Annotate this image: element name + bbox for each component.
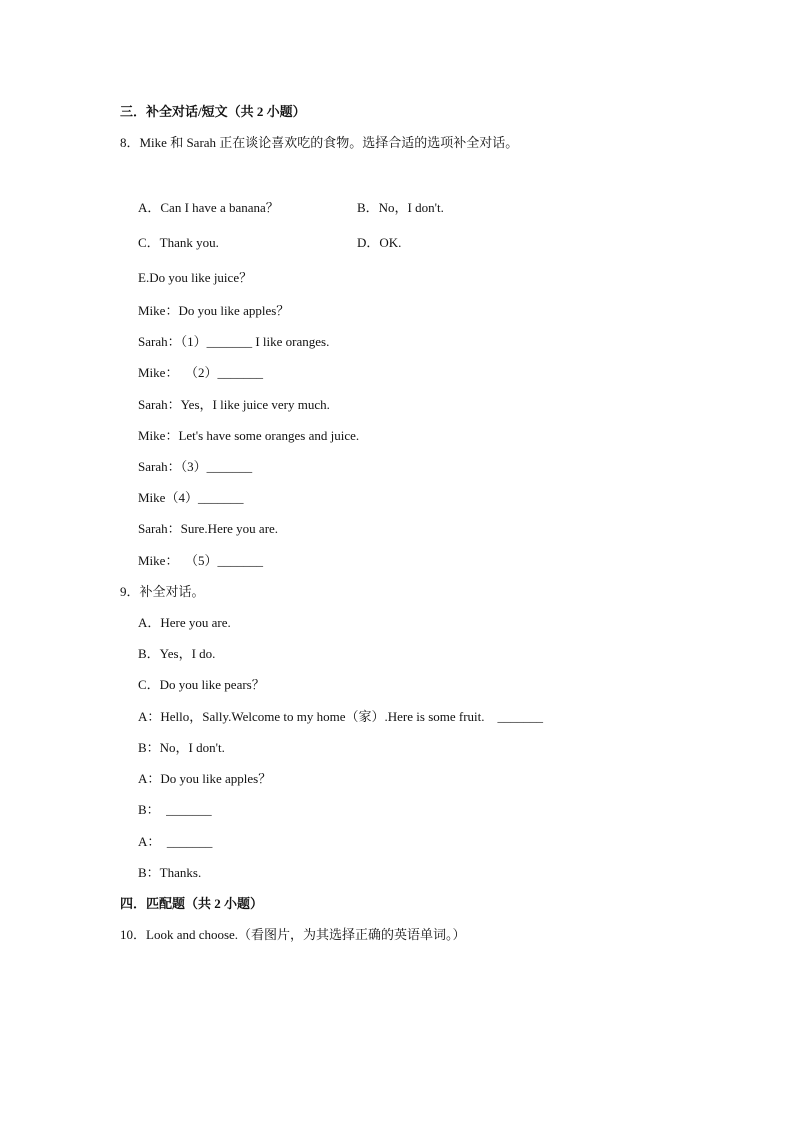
q8-dialogue-line: Mike：Let's have some oranges and juice.	[138, 428, 360, 443]
q8-option-e: E.Do you like juice？	[138, 270, 253, 285]
q8-dialogue-line: Sarah：（1）_______ I like oranges.	[138, 334, 330, 349]
q8-option-d: D．OK.	[357, 235, 402, 250]
q9-dialogue-line: B： _______	[138, 802, 212, 817]
q8-dialogue-line: Sarah：（3）_______	[138, 459, 253, 474]
question-9-prompt: 9．补全对话。	[120, 584, 205, 599]
q8-option-c: C．Thank you.	[138, 235, 219, 250]
q8-dialogue-line: Mike：Do you like apples？	[138, 303, 290, 318]
q9-dialogue-line: B：Thanks.	[138, 865, 202, 880]
q9-dialogue-line: A： _______	[138, 834, 213, 849]
q9-option-a: A．Here you are.	[138, 615, 231, 630]
q8-option-b: B．No，I don't.	[357, 200, 444, 215]
q9-dialogue-line: B：No，I don't.	[138, 740, 225, 755]
q8-dialogue-line: Mike（4）_______	[138, 490, 244, 505]
q8-dialogue-line: Mike： （2）_______	[138, 365, 263, 380]
section-3-heading: 三．补全对话/短文（共 2 小题）	[120, 104, 306, 119]
q9-option-b: B．Yes，I do.	[138, 646, 216, 661]
question-8-prompt: 8．Mike 和 Sarah 正在谈论喜欢吃的食物。选择合适的选项补全对话。	[120, 135, 519, 150]
q8-dialogue-line: Sarah：Yes，I like juice very much.	[138, 397, 330, 412]
q8-dialogue-line: Mike： （5）_______	[138, 553, 263, 568]
q9-dialogue-line: A：Hello，Sally.Welcome to my home（家）.Here is some fruit. _______	[138, 709, 544, 724]
section-4-heading: 四．匹配题（共 2 小题）	[120, 896, 264, 911]
question-10-prompt: 10．Look and choose.（看图片，为其选择正确的英语单词。）	[120, 927, 466, 942]
q9-dialogue-line: A：Do you like apples？	[138, 771, 272, 786]
q8-option-a: A．Can I have a banana？	[138, 200, 279, 215]
q8-dialogue-line: Sarah：Sure.Here you are.	[138, 521, 279, 536]
q9-option-c: C．Do you like pears？	[138, 677, 265, 692]
